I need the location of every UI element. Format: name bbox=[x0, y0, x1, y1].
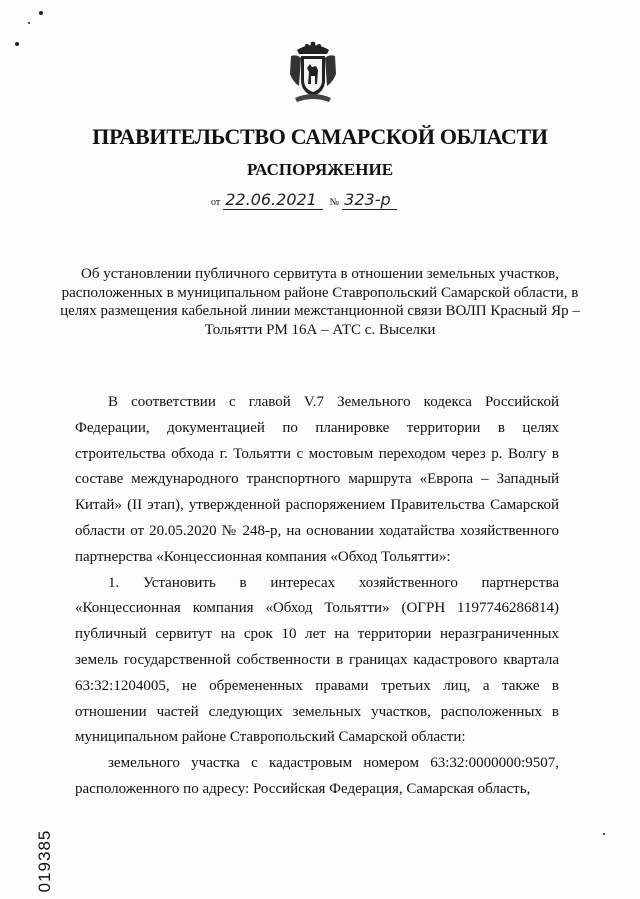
intro-paragraph: В соответствии с главой V.7 Земельного кодекса Российской Федерации, документацией по планировке территории в целях строительства обхода г. Тольятти с мостовым переходом через р. Волгу в составе международного транспортного маршрута «Европа – Западный Китай» (II этап), утвержденной распоряжением Правительства Самарской области от 20.05.2020 № 248-р, на основании ходатайства хозяйственного партнерства «Концессионная компания «Обход Тольятти»: bbox=[75, 394, 559, 565]
document-body bbox=[75, 390, 559, 803]
serial-number-text: 019385 bbox=[35, 829, 54, 893]
document-type: РАСПОРЯЖЕНИЕ bbox=[246, 160, 394, 179]
serial-number bbox=[36, 826, 54, 896]
document-title: Об установлении публичного сервитута в отношении земельных участков, расположенных в муниципальном районе Ставропольский Самарской области, в целях размещения кабельной линии межстанционной связи ВОЛП Красный Яр – Тольятти РМ 16А – АТС с. Выселки bbox=[60, 266, 580, 338]
document-date: 22.06.2021 bbox=[223, 190, 323, 210]
scan-speck bbox=[15, 42, 19, 46]
document-number: 323-р bbox=[342, 190, 396, 210]
number-label: № bbox=[329, 197, 340, 208]
samara-oblast-coat-of-arms-icon bbox=[287, 40, 339, 104]
item-1-subparagraph: земельного участка с кадастровым номером 63:32:0000000:9507, расположенного по адресу: Российская Федерация, Самарская область, bbox=[75, 755, 559, 797]
date-prefix: от bbox=[211, 197, 221, 208]
scan-speck bbox=[603, 833, 605, 835]
organization-name: ПРАВИТЕЛЬСТВО САМАРСКОЙ ОБЛАСТИ bbox=[92, 124, 548, 149]
scan-speck bbox=[39, 11, 43, 15]
scan-speck bbox=[28, 22, 30, 24]
item-1-paragraph: 1. Установить в интересах хозяйственного партнерства «Концессионная компания «Обход Тольятти» (ОГРН 1197746286814) публичный сервитут на срок 10 лет на территории неразграниченных земель государственной собственности в границах кадастрового квартала 63:32:1204005, не обремененных правами третьих лиц, а также в отношении частей следующих земельных участков, расположенных в муниципальном районе Ставропольский Самарской области: bbox=[75, 574, 559, 746]
date-number-line bbox=[207, 190, 397, 210]
